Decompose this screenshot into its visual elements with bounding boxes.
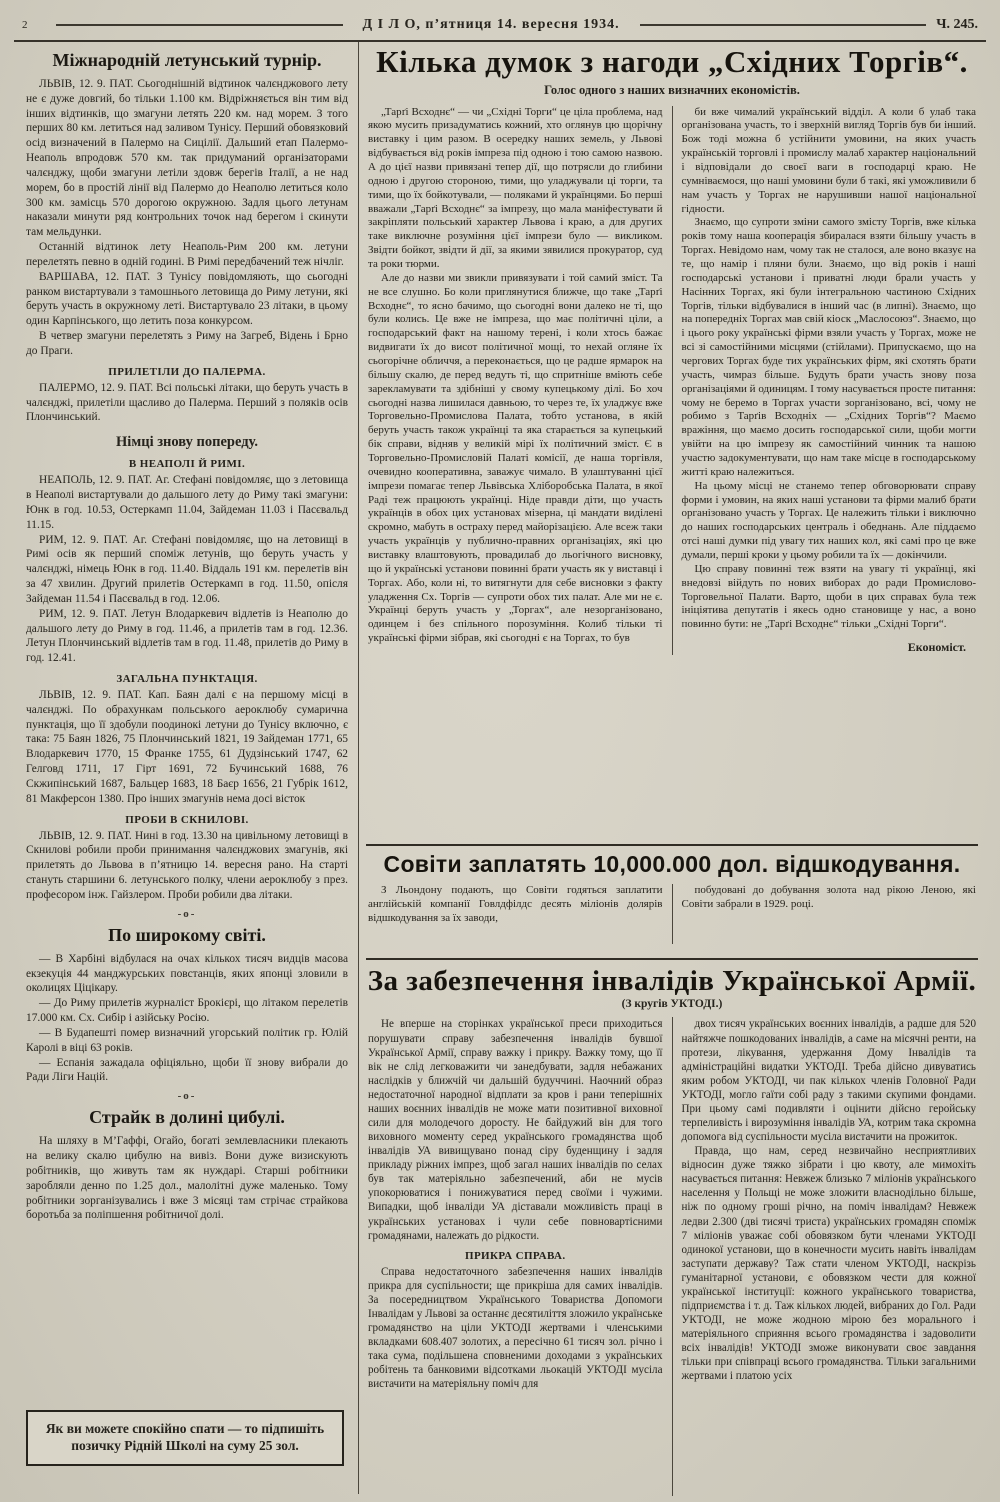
article	[26, 1107, 348, 1223]
paragraph: Не вперше на сторінках української преси приходиться порушувати справу забезпечення інвалідів бувшої Української Армії, справу важку і прикру. Важку тому, що її вік не слід легковажити чи занедбувати, задля небажаних наслідків у ближчій чи дальшій будуччині. Наочний образ недостаточної народної відплати за кров і рани теперішніх наших воєнних інвалідів не може мати позитивної виховної сили для молодечого доросту. Не байдужий він для того виховного моменту серед українського громадянства щоб інвалідів УА вивищувано понад сіру буденщину і задля прикладу ріжних імпрез, щоб загал наших інвалідів по селах був так матеріяльно забезпечений, аби не мусів упокорюватися і понижуватися перед своїми і чужими. Випадки, щоб інваліди УА діставали можливість праці в українських установах і чули себе повновартісними громадянами, належать до рідкости.	[368, 1018, 663, 1242]
main-area	[366, 44, 978, 1496]
paragraph: ПАЛЕРМО, 12. 9. ПАТ. Всі польські літаки, що беруть участь в чалєнджі, прилетіли щасливо до Палерма. Перший з поляків осів Плончинський.	[26, 381, 348, 424]
paragraph: ВАРШАВА, 12. ПАТ. З Тунісу повідомляють, що сьогодні ранком вистартували з тамошнього летовища до Риму летуни, які беруть участь в окружному леті. Вистартувало 23 літаки, в цьому один Карпінського, що летить поза конкурсом.	[26, 270, 348, 328]
issue-number: Ч. 245.	[936, 17, 978, 32]
paragraph: ЛЬВІВ, 12. 9. ПАТ. Нині в год. 13.30 на цивільному летовищі в Скнилові робили проби принимання чалєнджових змагунів, які прилетять до Львова в п’ятницю 14. вересня рано. На старті стануть старшини 6. летунського полку, члени аероклюбу з през. професором інж. Гайзлером. Проби робили два літаки.	[26, 829, 348, 901]
left-articles	[26, 48, 348, 1406]
header-divider	[14, 40, 986, 42]
paragraph: — Еспанія зажадала офіціяльно, щоби її знову вибрали до Ради Ліги Націй.	[26, 1056, 348, 1084]
left-column	[26, 48, 352, 1492]
article-subtitle-torgy: Голос одного з наших визначних економістів.	[544, 82, 800, 97]
paragraph: Останній відтинок лету Неаполь-Рим 200 км. летуни перелетять певно в одній годині. В Римі передбачений теж нічліг.	[26, 241, 348, 268]
header-rule-right	[640, 24, 927, 26]
main-column-divider	[358, 42, 359, 1494]
paragraph: Справа недостаточного забезпечення наших інвалідів прикра для суспільности; ще прикріша для самих інвалідів. За посередництвом Українського Товариства Допомоги Інвалідам у Львові за останнє десятиліття зложило українське громадянство на ціли УКТОДІ жертвами і членськими вкладками 608.407 золотих, а пересічно 61 тисяч зол. річно і така сума, подільшена сповненими доходами з українських робітень та банковими відсотками льокацій УКТОДІ мусіла вистачити на матеріяльну поміч для	[368, 1265, 663, 1391]
paragraph: Цю справу повинні теж взяти на увагу ті українці, які внедовзі війдуть по нових виборах до ради Промислово-Торговельної Палати. Варто, щоби в цих справах була теж ініціятива депутатів і якесь одно становище у нас, а воно повинно бути: не „Тарґі Всходнє“ тільки „Східні Торги“.	[681, 562, 976, 631]
paragraph: Але до назви ми звикли привязувати і той самий зміст. Та не все слушно. Бо коли приглянутися ближче, що таке „Тарґі Всходнє“, то ясно бачимо, що сьогодні вони далеко не ті, що були колись. Це вже не імпреза, що має політичні ціли, а господарський факт на нашому терені, і коли хтось бажає видвигати їх до висот політичної мощі, то нехай огляне їх сьогорічне обличчя, а переконається, що це радше ярмарок на більшу скалю, де перед ведуть ті, що спритніше вміють себе зарекламувати та здібніші у свому купецькому ділі. Бо хоч сьогодні назва лишилася давньою, то через те, їх уладжує вже Торговельно-Промислова Палата, тобто установа, в якій беруть участь також українці та яка старається за купецький бік справи, відняв у великій мірі їх політичний зміст. Є в Торговельно-Промисловій Палаті комісії, де наша торгівля, очевидно кооперативна, заважує чимало. В улаштуванні цієї імпрези помагає тепер Львівська Хліборобська Палата, в якої Раді теж працюють українці. Ніде правди діти, що участь українців в обох цих установах мізерна, ці мандати виділені скромно, мабуть в остраху перед майорізацією. Але всеж таки участь українців у публично-правних організаціях, які цю виставку влаштовують, провадилаб до льогічного висновку, що й українські установи повинні брати участь як у виставці і Торгах. Або, коли ні, то витягнути для себе висновки з факту уладження Сх. Торгів — супроти обох тих палат. Але ми не є. Українці беруть участь у „Торгах“, але незорганізовано, одинцем і без спільного порозуміння. Колиб тільки ті українські фірми зібрав, які сьогодні є на Торгах, то був	[368, 271, 663, 645]
subheading: ЗАГАЛЬНА ПУНКТАЦІЯ.	[116, 672, 258, 685]
article-invalids-ua	[366, 964, 978, 1496]
paragraph: З Льондону подають, що Совіти годяться заплатити англійській компанії Говлдфілдс десять міліонів долярів відшкодування за їх заводи,	[368, 884, 663, 924]
paragraph: „Тарґі Всходнє“ — чи „Східні Торги“ це ціла проблема, над якою мусить призадуматись кожний, хто оглянув цю щорічну виставку і цим разом. В осередку наших земель, у Львові відбувається від років імпреза під одною і тою самою назвою. А до цієї назви привязані тепер дії, що потрясли до глибини одною і другою стороною, тими, що уладжували ці торги, та тими, що їх бойкотували, — поляками й українцями. Бо перші вважали „Тарґі Всходнє“ за імпрезу, що мала маніфестувати й закріпляти польський характер Львова і краю, а для других таке виключне розуміння цієї імпрези було — викликом. Звідти бойкот, звідти й дії, за якими зявилися прокуратор, суд та роки тюрми.	[368, 105, 663, 270]
paragraph: би вже чималий український відділ. А коли б улаб така організована участь, то і зверхній вигляд Торгів був би інший. Бож тоді можна б устійнити умовини, на яких участь українській торговлі і промислу малаб характер національний і відповідали до своєї ваги в господарці краю. Не сумніваємося, що наші умовини були б такі, які уможливили б нам участь у Торгах не нарушивши нашої національної гідности.	[681, 105, 976, 215]
invalids-column-2	[680, 1017, 979, 1496]
column-divider	[672, 106, 673, 656]
paragraph: НЕАПОЛЬ, 12. 9. ПАТ. Аг. Стефані повідомляє, що з летовища в Неаполі вистартували до дальшого лету до Риму такі змагуни: Юнк в год. 10.53, Остеркамп 11.04, Зайдеман 11.03 і Пасєвальд 11.15.	[26, 474, 348, 531]
article-title-soviet: Совіти заплатять 10,000.000 дол. відшкодування.	[383, 851, 961, 877]
torgy-column-1	[366, 106, 665, 656]
article	[26, 925, 348, 1102]
article-title-torgy: Кілька думок з нагоди „Східних Торгів“.	[376, 44, 968, 79]
article-title: Страйк в долині цибулі.	[89, 1107, 285, 1128]
paragraph: Правда, що нам, серед незвичайно несприятливих відносин дуже тяжко зібрати і цю квоту, але мимохіть насувається питання: Невжеж близько 7 міліонів українського населення у Польщі не може зложити власнодільно більше, ніж по одному гроші річно, на поміч інвалідам? Невжеж ледви 2.300 (дві тисячі триста) українських громадян споміж 7 міліонів уважає собі обовязком бути членами УКТОДІ одинокої установи, що в конечности мусить навіть інвалідам заступати державу? Таж стати членом УКТОДІ, наскрізь гуманітарної установи, є обовязком чести для кожної української інституції: кожного українського товариства, підприємства і т. д. Таж кількох людей, вибраних до Гол. Ради УКТОДІ, не може жодною мірою без морального і матеріяльного сприяння всього громадянства і задоволити всіх інвалідів! УКТОДІ зможе виконувати своє завдання тільки при співпраці всього громадянства. Тільки загальними жертвами і платою усіх	[681, 1145, 976, 1383]
masthead: Д І Л О, п’ятниця 14. вересня 1934.	[362, 17, 620, 32]
paragraph: двох тисяч українських воєнних інвалідів, а радше для 520 найтяжче пошкодованих інвалідів, а саме на місячні ренти, на протези, лікування, удержання Дому Інвалідів та адміністраційні видатки УКТОДІ. Треба дійсно дивуватись яким робом УКТОДІ, чи пак кількох членів Головної Ради УКТОДІ, могло гаїти собі раду з такими скупими фондами. При цьому самі подивляти і оцінити дійсно геройську терпеливість і вирозуміння інвалідів УА, котрим така скромна допомога від суспільности мусіла вистачити на прожиток.	[681, 1018, 976, 1144]
paragraph: — В Харбіні відбулася на очах кількох тисяч видців масова екзекуція 44 манджурських повстанців, яких японці зловили в околицях Ціцікару.	[26, 952, 348, 995]
article-skhidni-torgy	[366, 44, 978, 840]
paragraph: Знаємо, що супроти зміни самого змісту Торгів, вже кілька років тому наша кооперація збиралася взяти більшу участь в Торгах. Невідомо нам, чому так не сталося, але воно вказує на те, що намір і пляни були. Знаємо, що від років і наші господарські установи і приватні люди брали участь у Насінних Торгах, які були інтегральною частиною Східних Торгів, тільки відбувалися в інший час (в липні). Знаємо, що на попередніх Торгах мав свій кіоск „Маслосоюз“. Знаємо, що і цього року українські фірми взяли участь у Торгах, може не всі зі самостійними місцями (стійлами). Припускаємо, що на чергових Торгах буде тих українських фірм, які схотять брати участь, чимраз більше. Будуть брати участь знову поза організаціями й одиницям. І тому насувається просте питання: чому не беремо в Торгах участи зорганізовано, всі, чому не робимо з Тарґів Всходніх — „Східних Торгів“? Маємо вражіння, що маємо досить господарської сили, щоби могти увійти на цю імпрезу як самостійний чинник та нашою участю задокументувати, що нам таке місце в господарському житті краю належиться.	[681, 216, 976, 478]
article-subtitle-invalids: (З кругів УКТОДІ.)	[621, 998, 723, 1011]
paragraph: РИМ, 12. 9. ПАТ. Аг. Стефані повідомляє, що на летовищі в Римі осів як перший споміж летунів, що беруть участь у чалєнджі, німець Юнк в год. 11.40. Віддаль 191 км. перелетів він за 47 хвилин. Другий прилетів Остеркамп в год. 11.50, опісля Зайдеман 11.54 і Пасєвальд в год. 12.06.	[26, 533, 348, 605]
paragraph: На шляху в М’Гаффі, Огайо, богаті землевласники плекають на велику скалю цибулю на вивіз. Вони дуже визискують робітників, що живуть там як нуждарі. Старші робітники заробляли денно по 1.25 дол., малолітні дуже маленько. Тому робітники зорганізувались і вже 3 місяці там стрічає страйкова боротьба за поліпшення робітничої долі.	[26, 1135, 348, 1222]
torgy-column-2	[680, 106, 979, 656]
section-divider	[366, 844, 978, 846]
torgy-columns	[366, 106, 978, 656]
subheading: В НЕАПОЛІ Й РИМІ.	[128, 458, 246, 471]
article-title-invalids: За забезпечення інвалідів Української Армії.	[367, 965, 977, 997]
invalids-columns	[366, 1017, 978, 1496]
article-soviet-compensation	[366, 850, 978, 954]
header-rule-left	[56, 24, 343, 26]
soviet-column-1	[366, 884, 665, 944]
paragraph: побудовані до добування золота над рікою Леною, які Совіти забрали в 1929. році.	[681, 884, 976, 910]
school-loan-promo-box[interactable]: Як ви можете спокійно спати — то підпишіть позичку Рідній Школі на суму 25 зол.	[26, 1410, 344, 1466]
paragraph: На цьому місці не станемо тепер обговорювати справу форми і умовин, на яких наші установи та фірми малиб брати організовано участь у Торгах. Це належить тільки і виключно до наших господарських централь і обеднань. Але піддаємо отсі наші думки під увагу тих наших кол, які самі про це вже думали, перші кроки у цьому робили та їх — докінчили.	[681, 479, 976, 562]
article-title: По широкому світі.	[108, 924, 266, 945]
subheading: Німці знову попереду.	[116, 434, 258, 451]
soviet-columns	[366, 884, 978, 944]
paragraph: В четвер змагуни перелетять з Риму на Загреб, Відень і Брно до Праги.	[26, 330, 348, 357]
soviet-column-2	[680, 884, 979, 944]
subheading: ПРОБИ В СКНИЛОВІ.	[125, 813, 249, 826]
article-separator: -о-	[177, 1090, 197, 1103]
article	[26, 50, 348, 920]
article-title: Міжнародній летунський турнір.	[52, 50, 322, 70]
article-separator: -о-	[177, 907, 197, 920]
paragraph: ЛЬВІВ, 12. 9. ПАТ. Кап. Баян далі є на першому місці в чалєнджі. По обрахункам польського аероклюбу сумарична пунктація, що її здобули поодинокі летуни до Тунісу включно, є така: 75 Баян 1826, 75 Плончинський 1821, 19 Зайдеман 1771, 65 Влодаркевич 1770, 15 Франке 1755, 61 Дудзінський 1747, 62 Гелговд 1711, 17 Гірт 1691, 72 Бучинський 1688, 76 Скжипінський 1687, Бальцер 1683, 18 Баєр 1656, 21 Губрік 1612, 81 Макферсон 1380. Про інших змагунів нема досі вісток	[26, 688, 348, 805]
author-signature: Економіст.	[907, 640, 966, 655]
invalids-column-1	[366, 1017, 665, 1496]
column-divider	[672, 1017, 673, 1496]
subheading: ПРИКРА СПРАВА.	[464, 1249, 566, 1262]
column-divider	[672, 884, 673, 944]
paragraph: — До Риму прилетів журналіст Брокієрі, що літаком перелетів 17.000 км. Сх. Сибір і азійську Росію.	[26, 997, 348, 1025]
paragraph: ЛЬВІВ, 12. 9. ПАТ. Сьогоднішній відтинок чалєнджового лету не є дуже довгий, бо тільки 1.100 км. Відріжняється він тим від інших відтинків, що змагуни летять 220 км. над морем. З того перших 80 км. летиться над заливом Тунісу. Перший обовязковий осід визначений в Палермо на Сицілії. Дальший етап Палермо-Неаполь впродовж 570 км. так придуманий організаторами чалєнджу, щоби змагуни летіли здовж берегів Італії, а не над морем, бо в простій лінії від Палермо до Неаполю летиться коло 300 км. замісць 570 дорогою окружною. Задля цього летунам наказали минути ряд контрольних точок над берегом і скинути там мельдунки.	[26, 78, 348, 239]
page-number: 2	[22, 19, 28, 31]
page-header	[0, 12, 1000, 38]
subheading: ПРИЛЕТІЛИ ДО ПАЛЕРМА.	[108, 365, 266, 378]
paragraph: — В Будапешті помер визначний угорський політик гр. Юлій Каролі в віці 63 років.	[26, 1026, 348, 1054]
paragraph: РИМ, 12. 9. ПАТ. Летун Влодаркевич відлетів із Неаполю до дальшого лету до Риму в год. 11.46, а прилетів там в год. 12.36. Летун Плончинський відлетів там в год. 11.48, прилетів до Риму в год. 12.41.	[26, 607, 348, 665]
section-divider	[366, 958, 978, 960]
